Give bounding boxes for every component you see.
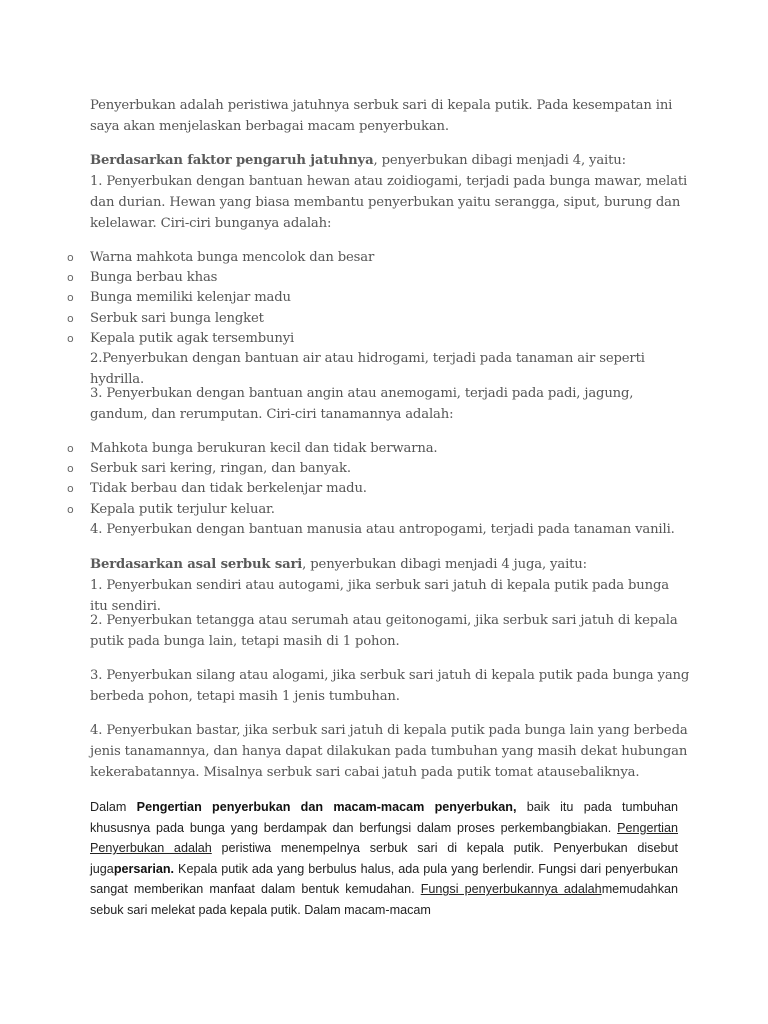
list-item-text: Kepala putik agak tersembunyi (90, 330, 295, 346)
closing-text: peristiwa menempelnya serbuk sari di kepala putik. Penyerbukan disebut juga (90, 841, 678, 876)
list-item-text: Serbuk sari kering, ringan, dan banyak. (90, 461, 351, 477)
list-item-text: Bunga berbau khas (90, 270, 218, 286)
list-item-text: Kepala putik terjulur keluar. (90, 501, 275, 517)
closing-text: memudahkan sebuk sari melekat pada kepala putik. Dalam macam-macam (90, 882, 678, 917)
bullet-marker: o (67, 311, 74, 325)
intro-paragraph: Penyerbukan adalah peristiwa jatuhnya serbuk sari di kepala putik. Pada kesempatan ini saya akan menjelaskan berbagai macam penyerbukan. (90, 98, 673, 134)
bullet-marker: o (67, 482, 74, 496)
list-item (0, 458, 700, 478)
section1-item1: 1. Penyerbukan dengan bantuan hewan atau zoidiogami, terjadi pada bunga mawar, melati dan durian. Hewan yang biasa membantu penyerbukan yaitu serangga, siput, burung dan kelelawar. Ciri-ciri bunganya adalah: (90, 174, 688, 231)
closing-bold-term: Pengertian penyerbukan dan macam-macam penyerbukan, (136, 800, 517, 814)
section1-heading-rest: , penyerbukan dibagi menjadi 4, yaitu: (373, 153, 626, 168)
section2-heading-rest: , penyerbukan dibagi menjadi 4 juga, yaitu: (302, 557, 587, 572)
list-item-text: Bunga memiliki kelenjar madu (90, 290, 291, 306)
bullet-marker: o (67, 502, 74, 516)
list-item (0, 267, 700, 287)
bullet-list-plant-traits (0, 438, 700, 519)
list-item (0, 438, 700, 458)
list-item-text: Mahkota bunga berukuran kecil dan tidak berwarna. (90, 441, 438, 456)
list-item (0, 328, 700, 348)
section2-heading-paragraph (90, 554, 690, 575)
bullet-marker: o (67, 462, 74, 476)
list-item-text: Serbuk sari bunga lengket (90, 310, 264, 326)
bullet-marker: o (67, 271, 74, 285)
list-item (0, 308, 700, 328)
list-item-text: Warna mahkota bunga mencolok dan besar (90, 250, 375, 265)
bullet-marker: o (67, 291, 74, 305)
closing-text: Kepala putik ada yang berbulus halus, ada pula yang berlendir. Fungsi dari penyerbukan sangat memberikan manfaat dalam bentuk kemudahan. (90, 861, 678, 897)
section2-item4: 4. Penyerbukan bastar, jika serbuk sari jatuh di kepala putik pada bunga lain yang berbeda jenis tanamannya, dan hanya dapat dilakukan pada tumbuhan yang masih dekat hubungan kekerabatannya. Misalnya serbuk sari cabai jatuh pada putik tomat atausebaliknya. (90, 723, 688, 780)
list-item (0, 478, 700, 498)
list-item (0, 247, 700, 267)
bullet-marker: o (67, 251, 74, 264)
section1-item2: 2.Penyerbukan dengan bantuan air atau hidrogami, terjadi pada tanaman air seperti hydrilla. (90, 351, 645, 387)
section1-heading-paragraph (90, 150, 690, 171)
closing-paragraph (90, 797, 678, 921)
section2-item3: 3. Penyerbukan silang atau alogami, jika serbuk sari jatuh di kepala putik pada bunga yang berbeda pohon, tetapi masih 1 jenis tumbuhan. (90, 668, 690, 704)
closing-bold-term: persarian. (113, 861, 175, 876)
bullet-marker: o (67, 442, 74, 455)
section1-heading: Berdasarkan faktor pengaruh jatuhnya (90, 153, 374, 168)
closing-underlined-term: Pengertian Penyerbukan adalah (90, 820, 678, 856)
section2-item1: 1. Penyerbukan sendiri atau autogami, jika serbuk sari jatuh di kepala putik pada bunga itu sendiri. (90, 578, 669, 614)
list-item (0, 287, 700, 307)
section2-item2: 2. Penyerbukan tetangga atau serumah atau geitonogami, jika serbuk sari jatuh di kepala putik pada bunga lain, tetapi masih di 1 pohon. (90, 613, 678, 649)
list-item-text: Tidak berbau dan tidak berkelenjar madu. (90, 481, 367, 497)
closing-underlined-term: Fungsi penyerbukannya adalah (420, 882, 602, 897)
section2-heading: Berdasarkan asal serbuk sari (90, 557, 303, 572)
bullet-list-flower-traits (0, 247, 700, 348)
bullet-marker: o (67, 331, 74, 345)
closing-text: Dalam (90, 800, 137, 814)
list-item (0, 499, 700, 519)
closing-text: baik itu pada tumbuhan khususnya pada bunga yang berdampak dan berfungsi dalam proses perkembangbiakan. (90, 800, 679, 835)
section1-item4: 4. Penyerbukan dengan bantuan manusia atau antropogami, terjadi pada tanaman vanili. (90, 522, 675, 537)
section1-item3: 3. Penyerbukan dengan bantuan angin atau anemogami, terjadi pada padi, jagung, gandum, dan rerumputan. Ciri-ciri tanamannya adalah: (90, 386, 634, 422)
